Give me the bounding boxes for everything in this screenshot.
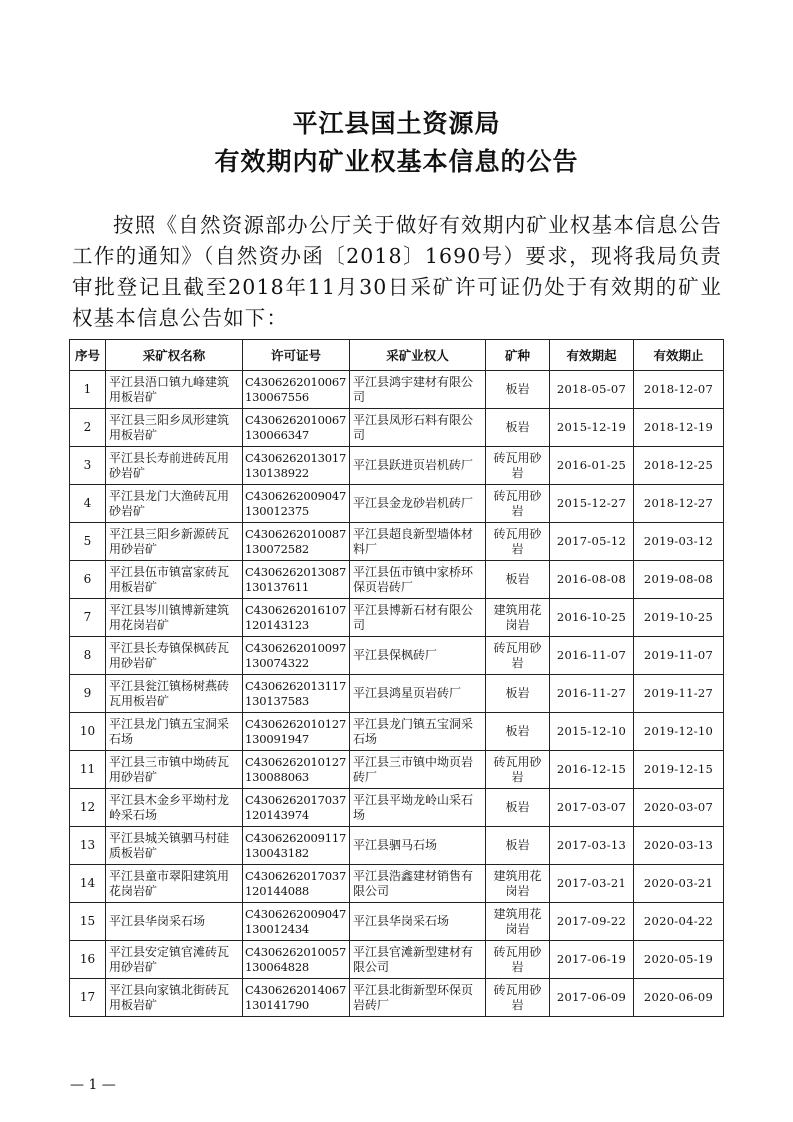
- cell-start: 2017-03-13: [550, 827, 634, 865]
- cell-start: 2016-11-07: [550, 637, 634, 675]
- table-row: [70, 827, 724, 865]
- cell-name: 平江县木金乡平坳村龙岭采石场: [106, 789, 243, 827]
- cell-license: C4306262009117130043182: [243, 827, 350, 865]
- cell-mineral: 板岩: [486, 409, 550, 447]
- table-row: [70, 941, 724, 979]
- cell-mineral: 板岩: [486, 371, 550, 409]
- cell-start: 2015-12-19: [550, 409, 634, 447]
- cell-license: C4306262010057130064828: [243, 941, 350, 979]
- cell-start: 2017-06-09: [550, 979, 634, 1017]
- cell-no: 11: [70, 751, 106, 789]
- cell-start: 2016-10-25: [550, 599, 634, 637]
- cell-start: 2015-12-10: [550, 713, 634, 751]
- cell-end: 2020-03-21: [634, 865, 724, 903]
- cell-holder: 平江县北街新型环保页岩砖厂: [350, 979, 486, 1017]
- cell-no: 12: [70, 789, 106, 827]
- cell-holder: 平江县跃进页岩机砖厂: [350, 447, 486, 485]
- cell-holder: 平江县超良新型墙体材料厂: [350, 523, 486, 561]
- cell-end: 2020-03-07: [634, 789, 724, 827]
- page-number: — 1 —: [70, 1077, 116, 1093]
- cell-license: C4306262017037120144088: [243, 865, 350, 903]
- cell-name: 平江县岑川镇博新建筑用花岗岩矿: [106, 599, 243, 637]
- cell-license: C4306262013117130137583: [243, 675, 350, 713]
- cell-start: 2017-03-07: [550, 789, 634, 827]
- cell-name: 平江县龙门镇五宝洞采石场: [106, 713, 243, 751]
- table-row: [70, 865, 724, 903]
- header-end: 有效期止: [634, 340, 724, 371]
- cell-holder: 平江县伍市镇中家桥环保页岩砖厂: [350, 561, 486, 599]
- table-row: [70, 637, 724, 675]
- cell-name: 平江县伍市镇富家砖瓦用板岩矿: [106, 561, 243, 599]
- cell-holder: 平江县浩鑫建材销售有限公司: [350, 865, 486, 903]
- cell-name: 平江县童市翠阳建筑用花岗岩矿: [106, 865, 243, 903]
- cell-no: 7: [70, 599, 106, 637]
- cell-no: 5: [70, 523, 106, 561]
- doc-title-line2: 有效期内矿业权基本信息的公告: [214, 147, 579, 176]
- cell-license: C4306262017037120143974: [243, 789, 350, 827]
- cell-mineral: 建筑用花岗岩: [486, 903, 550, 941]
- cell-mineral: 建筑用花岗岩: [486, 865, 550, 903]
- cell-name: 平江县长寿前进砖瓦用砂岩矿: [106, 447, 243, 485]
- cell-mineral: 砖瓦用砂岩: [486, 751, 550, 789]
- table-row: [70, 447, 724, 485]
- cell-mineral: 砖瓦用砂岩: [486, 979, 550, 1017]
- table-row: [70, 409, 724, 447]
- cell-name: 平江县浯口镇九峰建筑用板岩矿: [106, 371, 243, 409]
- table-row: [70, 599, 724, 637]
- header-license: 许可证号: [243, 340, 350, 371]
- cell-license: C4306262009047130012434: [243, 903, 350, 941]
- cell-license: C4306262010067130066347: [243, 409, 350, 447]
- cell-end: 2019-11-27: [634, 675, 724, 713]
- table-row: [70, 485, 724, 523]
- mining-rights-table: [69, 339, 724, 1017]
- cell-name: 平江县三阳乡凤形建筑用板岩矿: [106, 409, 243, 447]
- table-header-row: [70, 340, 724, 371]
- cell-holder: 平江县博新石材有限公司: [350, 599, 486, 637]
- cell-mineral: 板岩: [486, 789, 550, 827]
- cell-start: 2016-01-25: [550, 447, 634, 485]
- cell-holder: 平江县金龙砂岩机砖厂: [350, 485, 486, 523]
- table-row: [70, 561, 724, 599]
- cell-end: 2019-08-08: [634, 561, 724, 599]
- cell-license: C4306262016107120143123: [243, 599, 350, 637]
- cell-holder: 平江县凤形石料有限公司: [350, 409, 486, 447]
- cell-holder: 平江县驷马石场: [350, 827, 486, 865]
- cell-end: 2020-05-19: [634, 941, 724, 979]
- cell-end: 2018-12-27: [634, 485, 724, 523]
- cell-start: 2015-12-27: [550, 485, 634, 523]
- cell-holder: 平江县三市镇中坳页岩砖厂: [350, 751, 486, 789]
- cell-license: C4306262010097130074322: [243, 637, 350, 675]
- cell-start: 2017-09-22: [550, 903, 634, 941]
- cell-no: 13: [70, 827, 106, 865]
- cell-name: 平江县安定镇官滩砖瓦用砂岩矿: [106, 941, 243, 979]
- intro-paragraph: 按照《自然资源部办公厅关于做好有效期内矿业权基本信息公告工作的通知》（自然资办函〔2018〕1690号）要求，现将我局负责审批登记且截至2018年11月30日采矿许可证仍处于有效期的矿业权基本信息公告如下：: [72, 213, 722, 330]
- cell-start: 2017-06-19: [550, 941, 634, 979]
- cell-end: 2018-12-25: [634, 447, 724, 485]
- cell-start: 2016-08-08: [550, 561, 634, 599]
- cell-holder: 平江县鸿宇建材有限公司: [350, 371, 486, 409]
- cell-mineral: 砖瓦用砂岩: [486, 485, 550, 523]
- header-name: 采矿权名称: [106, 340, 243, 371]
- cell-end: 2020-03-13: [634, 827, 724, 865]
- cell-license: C4306262010127130088063: [243, 751, 350, 789]
- table-row: [70, 979, 724, 1017]
- table-row: [70, 675, 724, 713]
- cell-start: 2016-11-27: [550, 675, 634, 713]
- cell-end: 2020-04-22: [634, 903, 724, 941]
- cell-no: 9: [70, 675, 106, 713]
- cell-name: 平江县三市镇中坳砖瓦用砂岩矿: [106, 751, 243, 789]
- cell-name: 平江县瓮江镇杨树燕砖瓦用板岩矿: [106, 675, 243, 713]
- cell-name: 平江县长寿镇保枫砖瓦用砂岩矿: [106, 637, 243, 675]
- cell-end: 2020-06-09: [634, 979, 724, 1017]
- cell-mineral: 砖瓦用砂岩: [486, 637, 550, 675]
- cell-end: 2019-12-15: [634, 751, 724, 789]
- header-no: 序号: [70, 340, 106, 371]
- header-mineral: 矿种: [486, 340, 550, 371]
- cell-start: 2016-12-15: [550, 751, 634, 789]
- cell-name: 平江县龙门大渔砖瓦用砂岩矿: [106, 485, 243, 523]
- cell-no: 8: [70, 637, 106, 675]
- cell-license: C4306262013087130137611: [243, 561, 350, 599]
- cell-mineral: 建筑用花岗岩: [486, 599, 550, 637]
- cell-end: 2019-12-10: [634, 713, 724, 751]
- cell-license: C4306262014067130141790: [243, 979, 350, 1017]
- cell-mineral: 板岩: [486, 561, 550, 599]
- cell-name: 平江县华岗采石场: [106, 903, 243, 941]
- cell-license: C4306262010067130067556: [243, 371, 350, 409]
- cell-no: 6: [70, 561, 106, 599]
- table-row: [70, 371, 724, 409]
- cell-license: C4306262010087130072582: [243, 523, 350, 561]
- cell-name: 平江县向家镇北街砖瓦用板岩矿: [106, 979, 243, 1017]
- cell-no: 4: [70, 485, 106, 523]
- doc-title-line1: 平江县国土资源局: [292, 109, 501, 138]
- cell-name: 平江县城关镇驷马村硅质板岩矿: [106, 827, 243, 865]
- table-row: [70, 789, 724, 827]
- cell-name: 平江县三阳乡新源砖瓦用砂岩矿: [106, 523, 243, 561]
- cell-no: 10: [70, 713, 106, 751]
- table-row: [70, 903, 724, 941]
- cell-no: 17: [70, 979, 106, 1017]
- cell-holder: 平江县平坳龙岭山采石场: [350, 789, 486, 827]
- cell-end: 2019-10-25: [634, 599, 724, 637]
- cell-holder: 平江县保枫砖厂: [350, 637, 486, 675]
- cell-no: 16: [70, 941, 106, 979]
- table-row: [70, 751, 724, 789]
- header-start: 有效期起: [550, 340, 634, 371]
- cell-end: 2019-11-07: [634, 637, 724, 675]
- cell-end: 2019-03-12: [634, 523, 724, 561]
- cell-end: 2018-12-07: [634, 371, 724, 409]
- cell-mineral: 板岩: [486, 713, 550, 751]
- table-body: [70, 371, 724, 1017]
- cell-end: 2018-12-19: [634, 409, 724, 447]
- cell-license: C4306262013017130138922: [243, 447, 350, 485]
- cell-no: 1: [70, 371, 106, 409]
- cell-no: 14: [70, 865, 106, 903]
- cell-license: C4306262010127130091947: [243, 713, 350, 751]
- cell-holder: 平江县鸿星页岩砖厂: [350, 675, 486, 713]
- cell-no: 15: [70, 903, 106, 941]
- cell-start: 2017-03-21: [550, 865, 634, 903]
- cell-mineral: 板岩: [486, 675, 550, 713]
- cell-mineral: 板岩: [486, 827, 550, 865]
- header-holder: 采矿业权人: [350, 340, 486, 371]
- cell-mineral: 砖瓦用砂岩: [486, 447, 550, 485]
- cell-start: 2017-05-12: [550, 523, 634, 561]
- cell-mineral: 砖瓦用砂岩: [486, 523, 550, 561]
- cell-no: 3: [70, 447, 106, 485]
- cell-holder: 平江县华岗采石场: [350, 903, 486, 941]
- table-row: [70, 523, 724, 561]
- cell-holder: 平江县龙门镇五宝洞采石场: [350, 713, 486, 751]
- cell-holder: 平江县官滩新型建材有限公司: [350, 941, 486, 979]
- cell-mineral: 砖瓦用砂岩: [486, 941, 550, 979]
- cell-start: 2018-05-07: [550, 371, 634, 409]
- cell-no: 2: [70, 409, 106, 447]
- table-row: [70, 713, 724, 751]
- cell-license: C4306262009047130012375: [243, 485, 350, 523]
